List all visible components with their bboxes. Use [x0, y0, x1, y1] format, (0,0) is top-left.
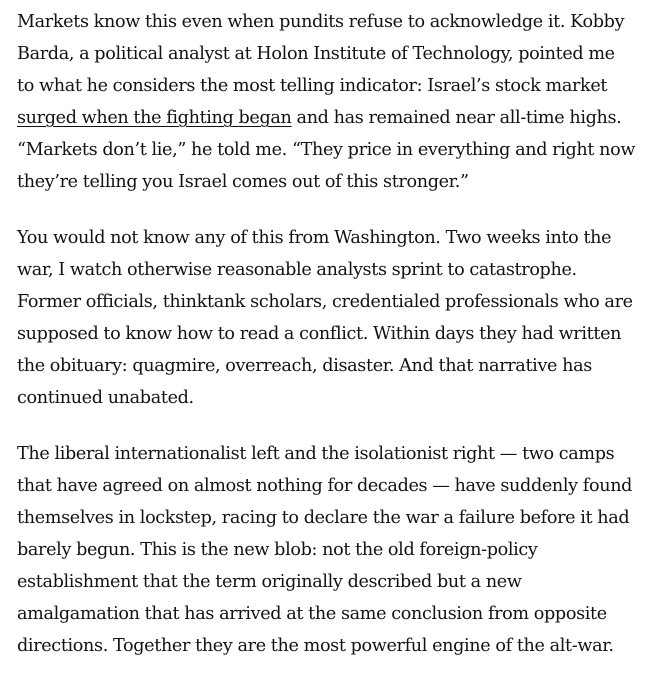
text-line: Former officials, thinktank scholars, credentialed professionals who are — [17, 292, 633, 312]
text-line: barely begun. This is the new blob: not the old foreign-policy — [17, 540, 538, 560]
text-line: amalgamation that has arrived at the same conclusion from opposite — [17, 604, 607, 624]
text-line: “Markets don’t lie,” he told me. “They price in everything and right now — [17, 140, 636, 160]
text-line: directions. Together they are the most powerful engine of the alt-war. — [17, 636, 614, 656]
text-line: to what he considers the most telling indicator: Israel’s stock market — [17, 76, 608, 96]
text-line-with-link — [17, 102, 654, 134]
text-line: establishment that the term originally described but a new — [17, 572, 522, 592]
paragraph-2 — [17, 222, 654, 414]
text-after-link: and has remained near all-time highs. — [291, 108, 622, 128]
text-line: supposed to know how to read a conflict. Within days they had written — [17, 324, 622, 344]
text-line: Markets know this even when pundits refuse to acknowledge it. Kobby — [17, 12, 625, 32]
text-line: the obituary: quagmire, overreach, disaster. And that narrative has — [17, 356, 592, 376]
paragraph-1 — [17, 6, 654, 198]
text-line: The liberal internationalist left and the isolationist right — two camps — [17, 444, 615, 464]
text-line: continued unabated. — [17, 388, 194, 408]
text-line: themselves in lockstep, racing to declare the war a failure before it had — [17, 508, 630, 528]
text-line: that have agreed on almost nothing for decades — have suddenly found — [17, 476, 633, 496]
stock-market-surge-link[interactable]: surged when the fighting began — [17, 108, 292, 128]
text-line: You would not know any of this from Washington. Two weeks into the — [17, 228, 612, 248]
text-line: they’re telling you Israel comes out of this stronger.” — [17, 172, 469, 192]
text-line: Barda, a political analyst at Holon Institute of Technology, pointed me — [17, 44, 615, 64]
paragraph-3 — [17, 438, 654, 662]
text-line: war, I watch otherwise reasonable analysts sprint to catastrophe. — [17, 260, 577, 280]
